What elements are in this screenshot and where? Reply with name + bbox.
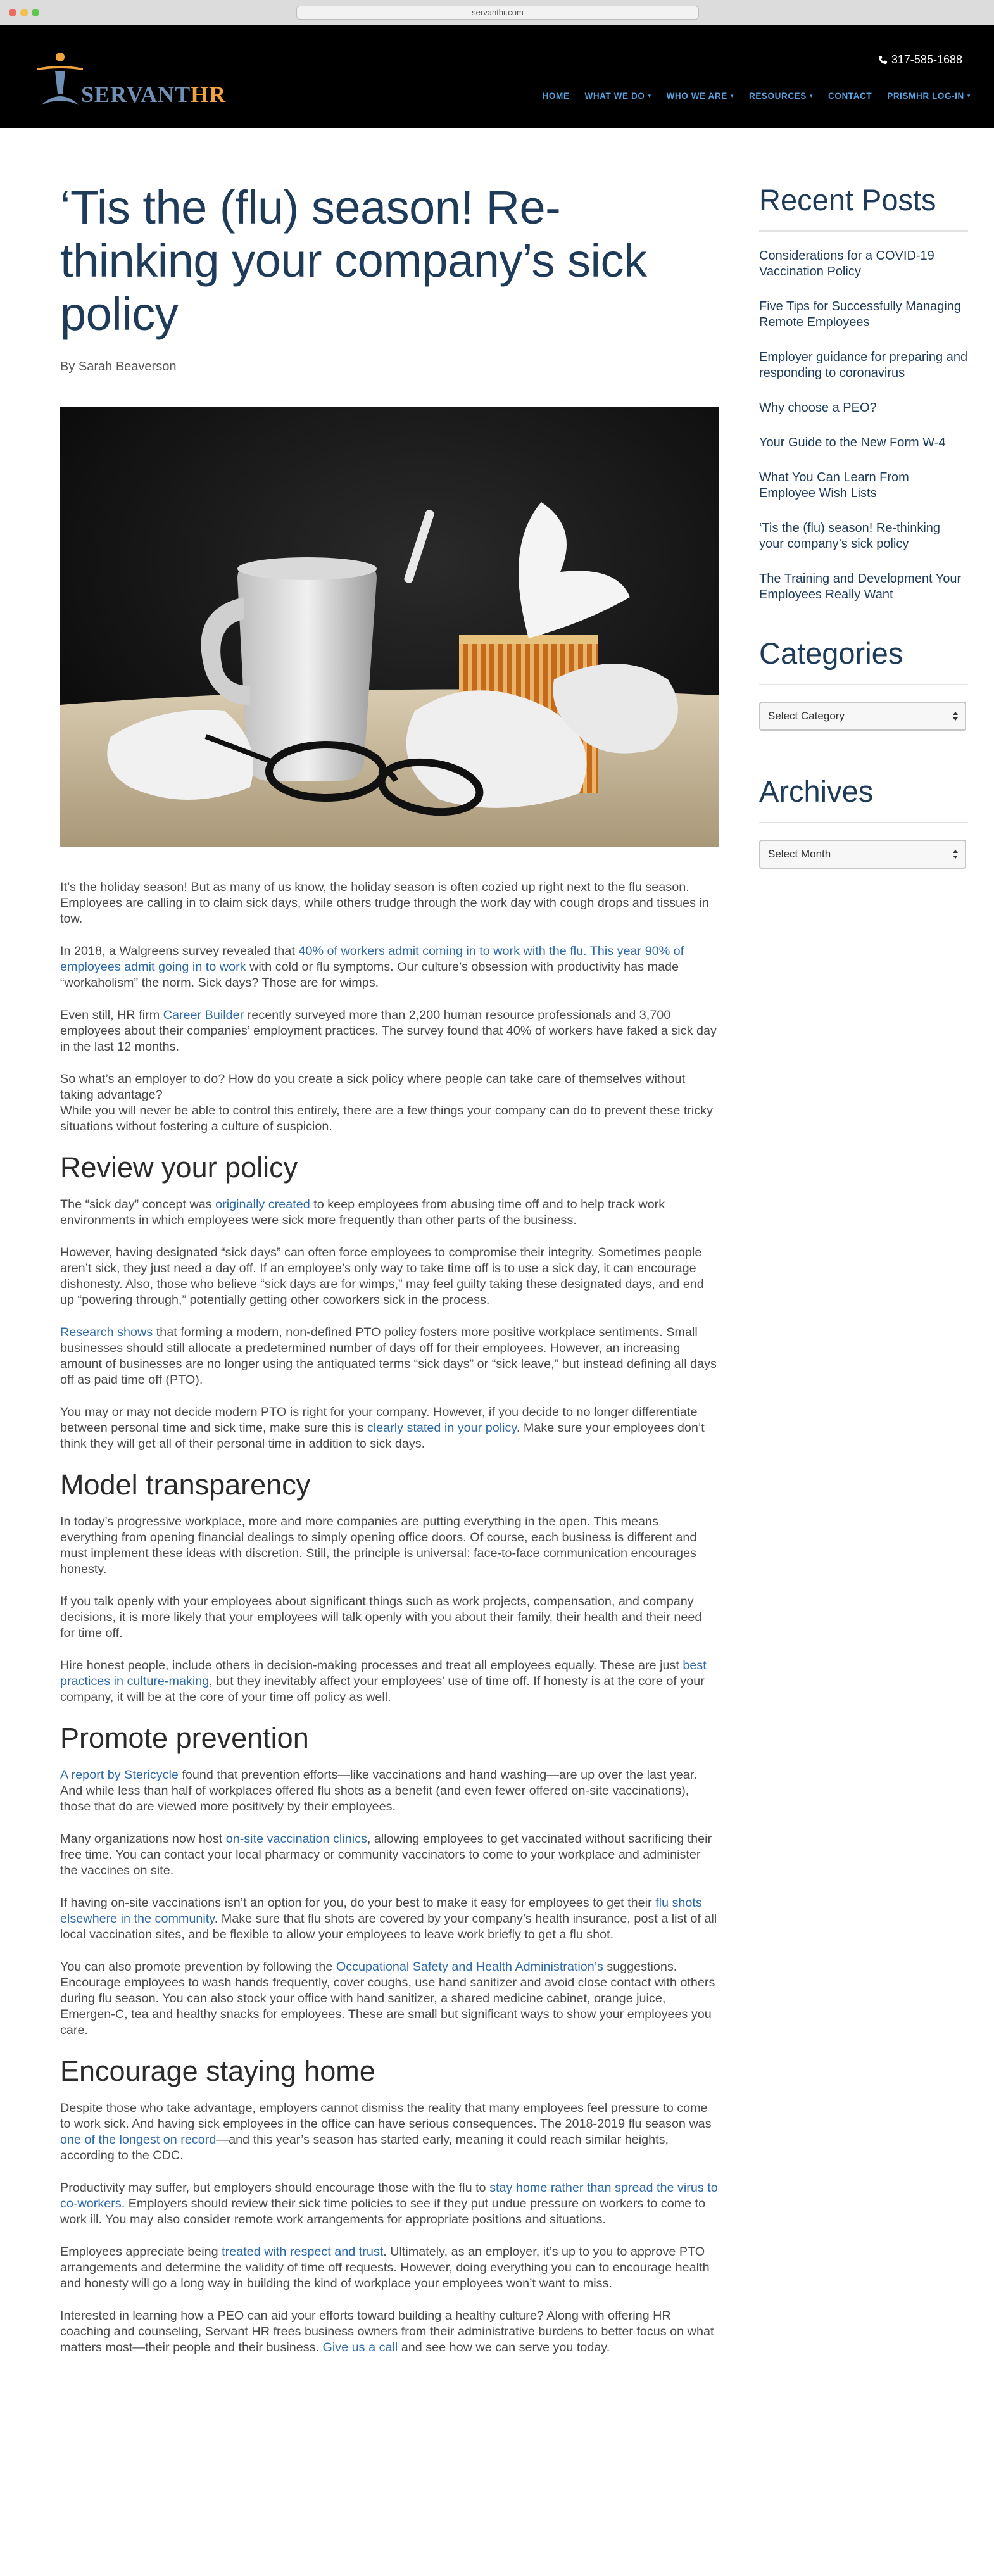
category-select-value: Select Category xyxy=(768,710,845,722)
text: . Make sure that flu shots are covered by your company’s health insurance, post a list of all local vaccination sites, and be flexible to allow your employees to leave work briefly to get a flu shot. xyxy=(60,1912,717,1941)
paragraph xyxy=(60,2100,719,2164)
text: . Ultimately, as an employer, it’s up to you to approve PTO arrangements and determine the validity of time off requests. However, doing everything you can to encourage health and honesty will go a long way in building the kind of workplace your employees won’t want to miss. xyxy=(60,2245,710,2290)
nav-prismhr-login[interactable] xyxy=(887,91,971,101)
window-maximize-button[interactable] xyxy=(32,9,39,16)
clearly-stated-policy-link[interactable]: clearly stated in your policy xyxy=(367,1421,517,1435)
give-us-a-call-link[interactable]: Give us a call xyxy=(322,2340,398,2354)
divider xyxy=(759,684,968,685)
originally-created-link[interactable]: originally created xyxy=(215,1197,310,1211)
paragraph xyxy=(60,2180,719,2228)
paragraph xyxy=(60,1514,719,1577)
section-heading-encourage: Encourage staying home xyxy=(60,2055,375,2087)
text: to keep employees from abusing time off and to help track work environments in which employees were sick more frequently than other parts of the business. xyxy=(60,1197,665,1227)
nav-prismhr-login-label: PRISMHR LOG-IN xyxy=(887,91,964,101)
phone-link[interactable] xyxy=(878,53,962,66)
paragraph xyxy=(60,1895,719,1943)
text: Many organizations now host xyxy=(60,1832,226,1846)
nav-what-we-do[interactable] xyxy=(584,91,651,101)
text: If you talk openly with your employees about significant things such as work projects, compensation, and company decisions, it is more likely that your employees will talk openly with you about their family, their health and their need for time off. xyxy=(60,1594,702,1640)
mug-tissues-glasses-image xyxy=(60,407,719,847)
text: Interested in learning how a PEO can aid your efforts toward building a healthy culture? Along with offering HR coaching and counseling, Servant HR frees business owners from their administrative burdens to better focus on what matters most—their people and their business. xyxy=(60,2309,714,2354)
chevron-down-icon: ▾ xyxy=(809,92,814,99)
paragraph xyxy=(60,1767,719,1815)
vaccination-clinics-link[interactable]: on-site vaccination clinics xyxy=(225,1832,367,1846)
recent-post-link[interactable]: Considerations for a COVID-19 Vaccination Policy xyxy=(759,249,934,279)
select-arrows-icon xyxy=(952,848,959,861)
phone-icon xyxy=(878,55,888,65)
paragraph xyxy=(60,1658,719,1705)
best-practices-link[interactable]: best practices in culture-making xyxy=(60,1658,707,1688)
paragraph xyxy=(60,2244,719,2292)
paragraph xyxy=(60,1197,719,1228)
archive-month-select[interactable] xyxy=(759,840,966,869)
nav-contact[interactable] xyxy=(828,91,872,101)
paragraph xyxy=(60,2308,719,2356)
paragraph xyxy=(60,1245,719,1308)
text: and see how we can serve you today. xyxy=(398,2340,610,2354)
paragraph xyxy=(60,880,719,927)
text: —and this year’s season has started early, meaning it could reach similar heights, according to the CDC. xyxy=(60,2133,669,2162)
text: , allowing employees to get vaccinated without sacrificing their free time. You can contact your local pharmacy or community vaccinators to come to your workplace and administer the vaccines on site. xyxy=(60,1832,712,1878)
nav-home-label: HOME xyxy=(542,91,570,101)
text: In 2018, a Walgreens survey revealed that xyxy=(60,944,299,958)
logo-figure-icon xyxy=(35,49,85,113)
categories-heading: Categories xyxy=(759,636,903,670)
stay-home-link[interactable]: stay home rather than spread the virus to co-workers xyxy=(60,2181,718,2211)
nav-who-we-are[interactable] xyxy=(667,91,734,101)
archive-select-value: Select Month xyxy=(768,848,831,860)
text: The “sick day” concept was xyxy=(60,1197,216,1211)
flu-shots-community-link[interactable]: flu shots elsewhere in the community xyxy=(60,1896,702,1926)
paragraph xyxy=(60,1831,719,1879)
logo-wordmark-part2: HR xyxy=(191,82,227,107)
paragraph xyxy=(60,1007,719,1055)
site-header xyxy=(0,25,994,128)
select-arrows-icon xyxy=(952,710,959,723)
nav-resources-label: RESOURCES xyxy=(748,91,807,101)
research-shows-link[interactable]: Research shows xyxy=(60,1325,153,1339)
recent-post-link[interactable]: Five Tips for Successfully Managing Remote Employees xyxy=(759,300,962,329)
recent-post-link[interactable]: ‘Tis the (flu) season! Re-thinking your company’s sick policy xyxy=(759,521,941,551)
logo-wordmark xyxy=(81,81,226,108)
address-bar[interactable]: servanthr.com xyxy=(296,6,699,20)
window-close-button[interactable] xyxy=(9,9,16,16)
text: that forming a modern, non-defined PTO policy fosters more positive workplace sentiments. Small businesses should still allocate a predetermined number of days off for their employees. However, an increasing amount of businesses are no longer using the antiquated terms “sick days” or “sick leave,” but instead defining all days off as paid time off (PTO). xyxy=(60,1325,717,1387)
browser-chrome xyxy=(0,0,994,25)
article-title: ‘Tis the (flu) season! Re-thinking your company’s sick policy xyxy=(60,181,647,340)
nav-resources[interactable] xyxy=(749,91,813,101)
walgreens-survey-link[interactable]: 40% of workers admit coming in to work with the flu. This year 90% of employees admit going in to work xyxy=(60,944,684,974)
stericycle-report-link[interactable]: A report by Stericycle xyxy=(60,1768,179,1782)
text: In today’s progressive workplace, more and more companies are putting everything in the open. This means everything from opening financial dealings to simply opening office doors. Of course, each business is different and must implement these ideas with discretion. Still, the principle is universal: face-to-face communication encourages honesty. xyxy=(60,1515,697,1576)
paragraph xyxy=(60,944,719,991)
nav-who-we-are-label: WHO WE ARE xyxy=(666,91,727,101)
text: found that prevention efforts—like vaccinations and hand washing—are up over the last year. And while less than half of workplaces offered flu shots as a benefit (and even fewer offered on-site vaccinations), those that do are viewed more positively by their employees. xyxy=(60,1768,697,1814)
recent-post-link[interactable]: Employer guidance for preparing and responding to coronavirus xyxy=(759,350,968,380)
nav-home[interactable] xyxy=(543,91,570,101)
servant-hr-logo[interactable] xyxy=(35,49,263,113)
nav-what-we-do-label: WHAT WE DO xyxy=(584,91,645,101)
recent-post-link[interactable]: Your Guide to the New Form W-4 xyxy=(759,436,946,450)
section-heading-review: Review your policy xyxy=(60,1151,298,1184)
text: . Employers should review their sick time policies to see if they put undue pressure on workers to come to work ill. You may also consider remote work arrangements for appropriate positions and situations. xyxy=(60,2197,706,2226)
recent-posts-heading: Recent Posts xyxy=(759,183,936,217)
paragraph xyxy=(60,1959,719,2038)
phone-number: 317-585-1688 xyxy=(891,53,962,66)
paragraph xyxy=(60,1594,719,1641)
text: Even still, HR firm xyxy=(60,1008,163,1022)
recent-post-link[interactable]: What You Can Learn From Employee Wish Lists xyxy=(759,470,909,500)
respect-and-trust-link[interactable]: treated with respect and trust xyxy=(222,2245,384,2259)
article xyxy=(60,127,719,2372)
paragraph xyxy=(60,1071,719,1103)
text: So what’s an employer to do? How do you create a sick policy where people can take care of themselves without taking advantage? xyxy=(60,1072,686,1102)
text: . Make sure your employees don’t think they will get all of their personal time in addition to sick days. xyxy=(60,1421,705,1451)
text: recently surveyed more than 2,200 human resource professionals and 3,700 employees about their companies’ employment practices. The survey found that 40% of workers have faked a sick day in the last 12 months. xyxy=(60,1008,717,1054)
chevron-down-icon: ▾ xyxy=(730,92,734,99)
sidebar xyxy=(759,182,968,869)
divider xyxy=(759,230,968,232)
text: While you will never be able to control this entirely, there are a few things your company can do to prevent these tricky situations without fostering a culture of suspicion. xyxy=(60,1104,713,1133)
text: with cold or flu symptoms. Our culture’s obsession with productivity has made “workaholism” the norm. Sick days? Those are for wimps. xyxy=(60,960,679,990)
text: It’s the holiday season! But as many of us know, the holiday season is often cozied up right next to the flu season. Employees are calling in to claim sick days, while others trudge through the work day with cough drops and tissues in tow. xyxy=(60,880,709,926)
text: , but they inevitably affect your employees’ use of time off. If honesty is at the core of your company, it will be at the core of your time off policy as well. xyxy=(60,1674,705,1704)
career-builder-link[interactable]: Career Builder xyxy=(163,1008,244,1022)
text: Productivity may suffer, but employers should encourage those with the flu to xyxy=(60,2181,490,2195)
section-heading-promote: Promote prevention xyxy=(60,1722,309,1754)
article-hero-image xyxy=(60,407,719,847)
longest-on-record-link[interactable]: one of the longest on record xyxy=(60,2133,217,2147)
article-byline: By Sarah Beaverson xyxy=(60,360,177,374)
text: You may or may not decide modern PTO is right for your company. However, if you decide to no longer differentiate between personal time and sick time, make sure this is xyxy=(60,1405,698,1435)
recent-post-link[interactable]: The Training and Development Your Employees Really Want xyxy=(759,572,962,602)
window-minimize-button[interactable] xyxy=(20,9,28,16)
paragraph xyxy=(60,1325,719,1388)
text: Despite those who take advantage, employers cannot dismiss the reality that many employees feel pressure to come to work sick. And having sick employees in the office can have serious consequences. The 2018-2019 flu season was xyxy=(60,2101,712,2131)
text: You can also promote prevention by following the xyxy=(60,1960,336,1974)
text: However, having designated “sick days” can often force employees to compromise their integrity. Sometimes people aren’t sick, they just need a day off. If an employee’s only way to take time off is to use a sick day, it can encourage dishonesty. Also, those who believe “sick days are for wimps,” may feel guilty taking these designated days, and end up “powering through,” potentially getting other coworkers sick in the process. xyxy=(60,1246,704,1307)
logo-wordmark-part1: SERVANT xyxy=(81,82,191,107)
archives-heading: Archives xyxy=(759,774,874,808)
text: suggestions. Encourage employees to wash hands frequently, cover coughs, use hand sanitizer and avoid close contact with others during flu season. You can also stock your office with hand sanitizer, a shared medicine cabinet, orange juice, Emergen-C, tea and healthy snacks for employees. These are small but significant ways to show your employees you care. xyxy=(60,1960,715,2037)
chevron-down-icon: ▾ xyxy=(648,92,651,99)
osha-link[interactable]: Occupational Safety and Health Administration’s xyxy=(336,1960,603,1974)
paragraph xyxy=(60,1103,719,1135)
main-nav xyxy=(527,91,971,101)
text: Employees appreciate being xyxy=(60,2245,222,2259)
text: If having on-site vaccinations isn’t an option for you, do your best to make it easy for employees to get their xyxy=(60,1896,656,1910)
text: Hire honest people, include others in decision-making processes and treat all employees equally. These are just xyxy=(60,1658,683,1672)
nav-contact-label: CONTACT xyxy=(828,91,872,101)
category-select[interactable] xyxy=(759,702,966,731)
section-heading-model: Model transparency xyxy=(60,1468,311,1501)
article-body xyxy=(60,880,719,2356)
divider xyxy=(759,822,968,823)
chevron-down-icon: ▾ xyxy=(967,92,971,99)
paragraph xyxy=(60,1405,719,1452)
recent-post-link[interactable]: Why choose a PEO? xyxy=(759,401,877,415)
